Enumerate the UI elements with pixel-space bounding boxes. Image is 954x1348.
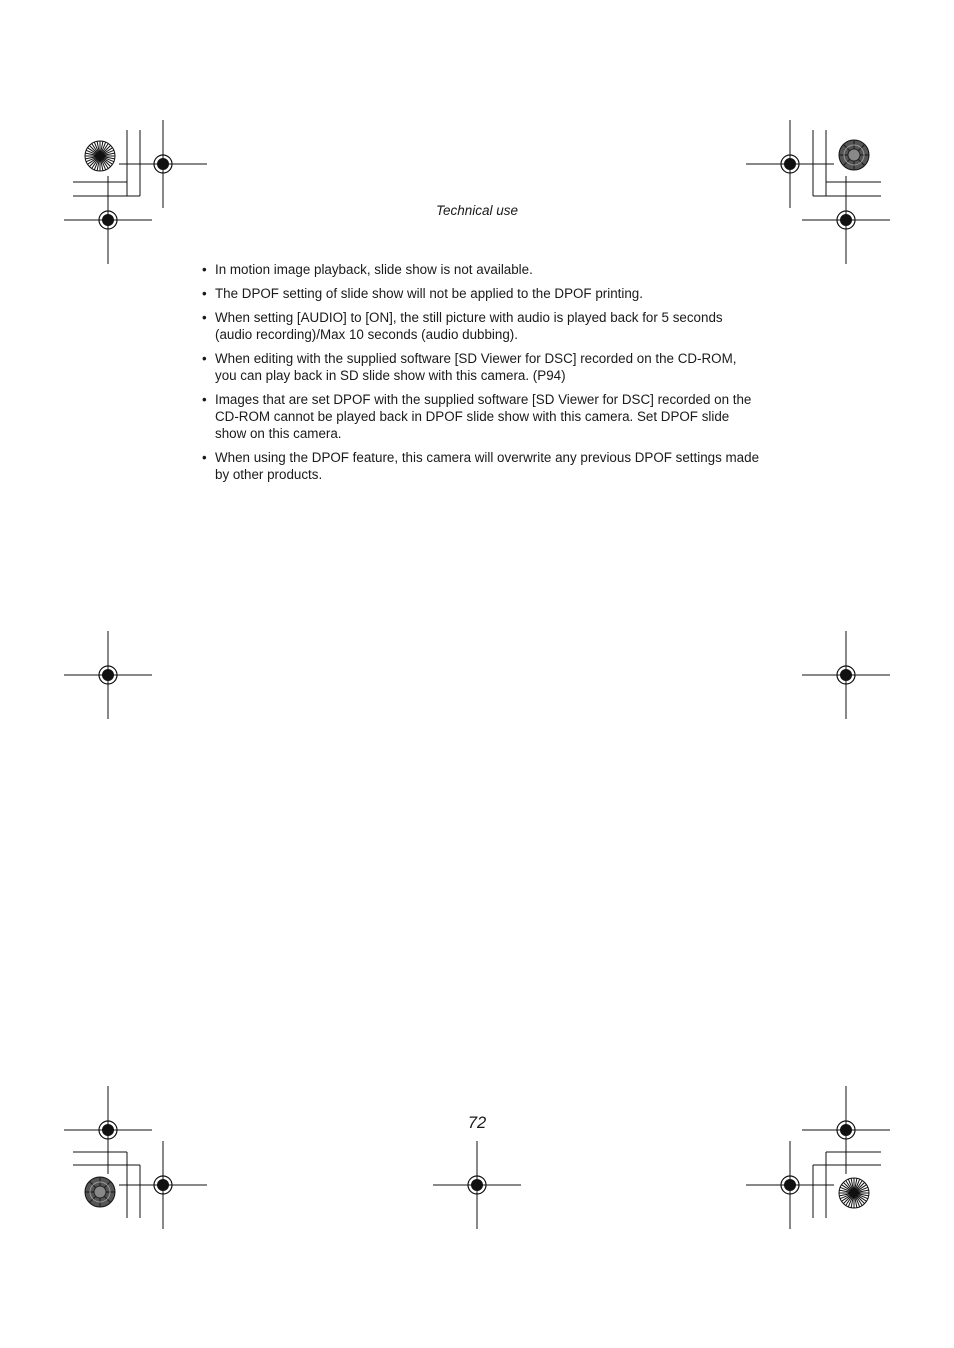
list-item [200,391,760,442]
crop-mark-middle-left [64,631,152,719]
list-item [200,285,760,302]
crop-mark-middle-right [802,631,890,719]
crop-mark-top-right [746,120,890,264]
bullet-icon: • [202,351,207,366]
crop-mark-bottom-left [64,1086,207,1229]
section-header: Technical use [435,203,519,218]
note-text: When using the DPOF feature, this camera will overwrite any previous DPOF settings made by other products. [215,450,760,482]
list-item [200,350,760,384]
bullet-icon: • [202,286,207,301]
bullet-icon: • [202,310,207,325]
page-number: 72 [467,1114,487,1132]
note-text: When editing with the supplied software [SD Viewer for DSC] recorded on the CD-ROM, you can play back in SD slide show with this camera. (P94) [215,351,737,383]
note-text: Images that are set DPOF with the supplied software [SD Viewer for DSC] recorded on the CD-ROM cannot be played back in DPOF slide show with this camera. Set DPOF slide show on this camera. [215,392,752,441]
list-item [200,309,760,343]
note-text: In motion image playback, slide show is not available. [215,262,533,277]
crop-mark-bottom-center [433,1141,521,1229]
notes-list [200,261,760,490]
crop-mark-bottom-right [746,1086,890,1229]
bullet-icon: • [202,392,207,407]
note-text: When setting [AUDIO] to [ON], the still picture with audio is played back for 5 seconds (audio recording)/Max 10 seconds (audio dubbing). [215,310,723,342]
crop-mark-top-left [64,120,207,264]
list-item [200,261,760,278]
bullet-icon: • [202,262,207,277]
list-item [200,449,760,483]
bullet-icon: • [202,450,207,465]
note-text: The DPOF setting of slide show will not be applied to the DPOF printing. [215,286,643,301]
